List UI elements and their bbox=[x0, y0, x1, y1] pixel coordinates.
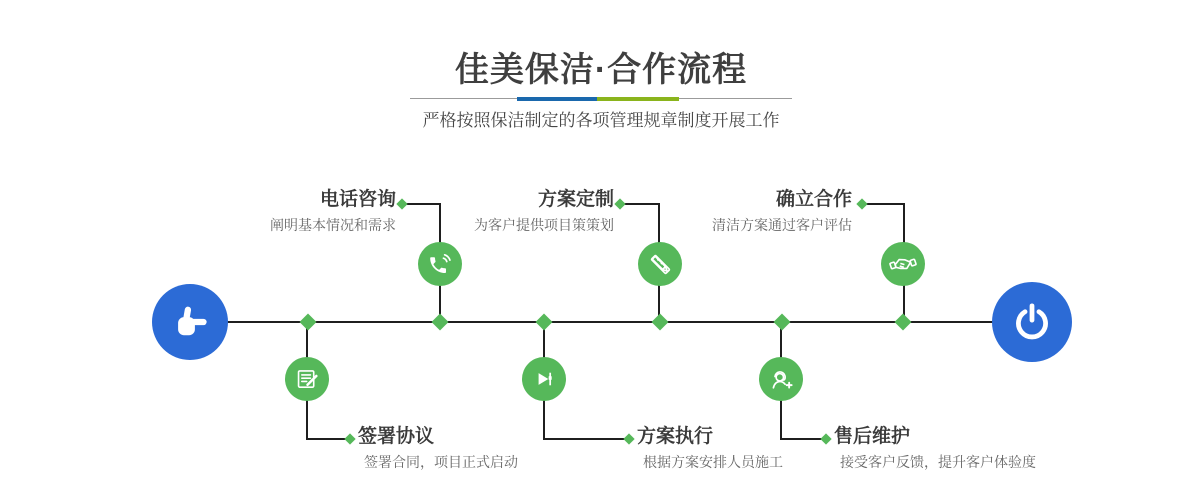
step-title: 签署协议 bbox=[358, 426, 435, 447]
page-title: 佳美保洁·合作流程 bbox=[454, 51, 748, 89]
step-desc: 接受客户反馈，提升客户体验度 bbox=[840, 454, 1036, 470]
timeline-node bbox=[652, 314, 669, 331]
label-bullet bbox=[344, 433, 355, 444]
timeline-node bbox=[774, 314, 791, 331]
step-title: 确立合作 bbox=[775, 189, 852, 210]
power-icon bbox=[1010, 300, 1054, 344]
connector bbox=[543, 438, 626, 440]
step-label-confirm-coop bbox=[712, 189, 852, 235]
connector bbox=[864, 203, 905, 205]
page-subtitle: 严格按照保洁制定的各项管理规章制度开展工作 bbox=[422, 111, 780, 130]
step-icon-circle bbox=[759, 357, 803, 401]
step-desc: 为客户提供项目策策划 bbox=[474, 217, 614, 233]
divider-green-segment bbox=[597, 97, 679, 101]
step-label-after-sale bbox=[834, 426, 1036, 472]
step-label-sign-agreement bbox=[358, 426, 518, 472]
label-bullet bbox=[820, 433, 831, 444]
headset-person-icon bbox=[768, 366, 795, 393]
timeline-node bbox=[536, 314, 553, 331]
label-bullet bbox=[856, 198, 867, 209]
pencil-ruler-icon bbox=[647, 251, 674, 278]
flow-end-node bbox=[992, 282, 1072, 362]
step-desc: 签署合同，项目正式启动 bbox=[364, 454, 518, 470]
divider-blue-segment bbox=[517, 97, 597, 101]
step-icon-circle bbox=[638, 242, 682, 286]
connector bbox=[306, 438, 347, 440]
step-icon-circle bbox=[881, 242, 925, 286]
step-desc: 阐明基本情况和需求 bbox=[270, 217, 396, 233]
timeline-node bbox=[432, 314, 449, 331]
step-label-plan-custom bbox=[474, 189, 614, 235]
timeline-node bbox=[300, 314, 317, 331]
label-bullet bbox=[396, 198, 407, 209]
step-title: 方案定制 bbox=[537, 189, 614, 210]
connector bbox=[622, 203, 660, 205]
handshake-icon bbox=[889, 250, 917, 278]
label-bullet bbox=[623, 433, 634, 444]
step-title: 电话咨询 bbox=[319, 189, 396, 210]
step-title: 方案执行 bbox=[637, 426, 714, 447]
step-icon-circle bbox=[522, 357, 566, 401]
step-desc: 清洁方案通过客户评估 bbox=[712, 217, 852, 233]
step-title: 售后维护 bbox=[834, 426, 911, 447]
timeline-node bbox=[895, 314, 912, 331]
label-bullet bbox=[614, 198, 625, 209]
title-divider bbox=[410, 97, 792, 101]
connector bbox=[780, 438, 823, 440]
step-desc: 根据方案安排人员施工 bbox=[643, 454, 783, 470]
step-icon-circle bbox=[285, 357, 329, 401]
step-icon-circle bbox=[418, 242, 462, 286]
pointing-hand-icon bbox=[169, 301, 211, 343]
step-label-phone-consult bbox=[270, 189, 396, 235]
step-label-plan-execute bbox=[637, 426, 783, 472]
connector bbox=[404, 203, 441, 205]
play-icon bbox=[531, 366, 557, 392]
flow-start-node bbox=[152, 284, 228, 360]
document-pen-icon bbox=[294, 366, 320, 392]
phone-icon bbox=[427, 251, 454, 278]
